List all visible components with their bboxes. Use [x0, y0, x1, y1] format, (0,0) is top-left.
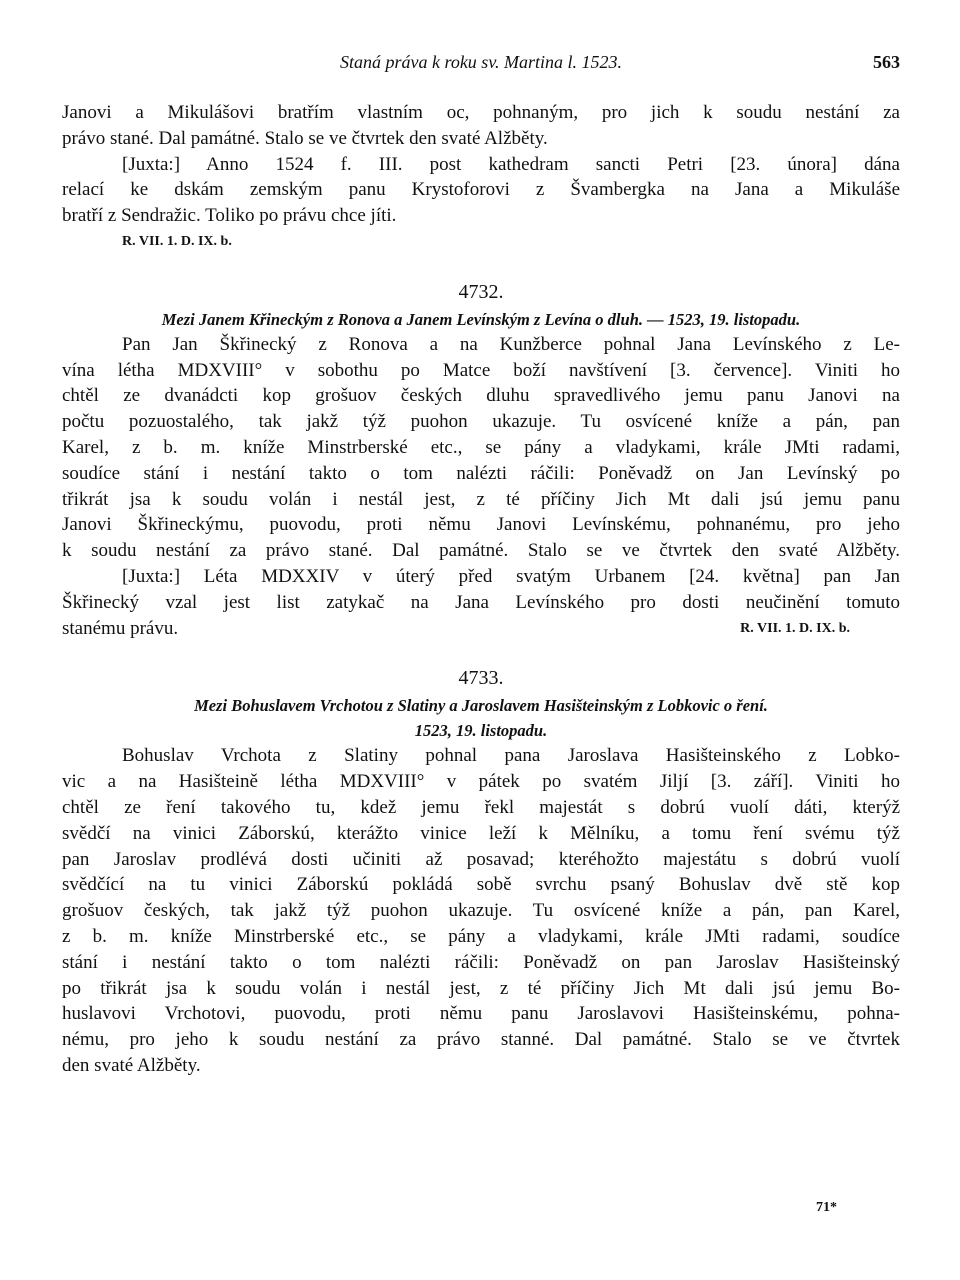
text-line: [Juxta:] Léta MDXXIV v úterý před svatým Urbanem [24. května] pan Jan — [122, 565, 900, 587]
text-line: třikrát jsa k soudu volán i nestál jest, z té příčiny Jich Mt dali jsú jemu panu — [62, 488, 900, 510]
entry-4733 — [62, 663, 900, 1078]
signature-mark: 71* — [816, 1200, 837, 1215]
text-line: po třikrát jsa k soudu volán i nestál jest, z té příčiny Jich Mt dali jsú jemu Bo- — [62, 977, 900, 999]
running-head — [62, 50, 900, 74]
entry-number: 4733. — [458, 667, 504, 690]
text-line: svědčí na vinici Záborskú, kterážto vinice leží k Mělníku, a tomu ření svému týž — [62, 822, 900, 844]
text-line: chtěl ze ření takového tu, kdež jemu řekl majestát s dobrú vuolí dáti, kterýž — [62, 796, 900, 818]
text-line: k soudu nestání za právo stané. Dal památné. Stalo se ve čtvrtek den svaté Alžběty. — [62, 540, 900, 562]
text-line: svědčící na tu vinici Záborskú pokládá sobě svrchu psaný Bohuslav dvě stě kop — [62, 874, 900, 896]
text-line: Janovi a Mikulášovi bratřím vlastním oc, pohnaným, pro jich k soudu nestání za — [62, 102, 900, 123]
text-line: právo stané. Dal památné. Stalo se ve čtvrtek den svaté Alžběty. — [62, 127, 548, 149]
text-line: huslavovi Vrchotovi, puovodu, proti němu panu Jaroslavovi Hasišteinskému, pohna- — [62, 1003, 900, 1025]
text-line: relací ke dskám zemským panu Krystoforovi z Švambergka na Jana a Mikuláše — [62, 179, 900, 201]
text-line: [Juxta:] Anno 1524 f. III. post kathedram sancti Petri [23. února] dána — [122, 153, 900, 175]
text-line: Pan Jan Škřinecký z Ronova a na Kunžberce pohnal Jana Levínského z Le- — [122, 333, 900, 355]
entry-heading: Mezi Janem Křineckým z Ronova a Janem Levínským z Levína o dluh. — 1523, 19. listopadu. — [161, 309, 801, 329]
text-line: Škřinecký vzal jest list zatykač na Jana Levínského pro dosti neučinění tomuto — [62, 591, 900, 613]
entry-4732 — [62, 277, 900, 642]
archive-signature: R. VII. 1. D. IX. b. — [740, 620, 850, 636]
entry-heading-date: 1523, 19. listopadu. — [414, 721, 548, 741]
entry-heading: Mezi Bohuslavem Vrchotou z Slatiny a Jaroslavem Hasišteinským z Lobkovic o ření. — [194, 696, 768, 716]
text-line: grošuov českých, tak jakž týž puohon ukazuje. Tu osvícené kníže a pán, pan Karel, — [62, 900, 900, 922]
text-line: vína létha MDXVIII° v sobothu po Matce boží navštívení [3. července]. Viniti ho — [62, 359, 900, 381]
closing-row — [62, 616, 900, 642]
text-line: stanému právu. — [62, 617, 179, 639]
text-line: nému, pro jeho k soudu nestání za právo stanné. Dal památné. Stalo se ve čtvrtek — [62, 1029, 900, 1051]
text-line: chtěl ze dvanádcti kop grošuov českých dluhu spravedlivého jemu panu Janovi na — [62, 385, 900, 407]
text-line: den svaté Alžběty. — [62, 1054, 201, 1076]
text-line: počtu pozuostalého, tak jakž týž puohon ukazuje. Tu osvícené kníže a pán, pan — [62, 411, 900, 433]
page-number: 563 — [873, 52, 900, 72]
intro-paragraph — [62, 100, 900, 255]
text-line: pan Jaroslav prodlévá dosti učiniti až posavad; kteréhožto majestátu s dobrú vuolí — [62, 848, 900, 870]
text-line: stání i nestání takto o tom nalézti ráčili: Poněvadž on pan Jaroslav Hasišteinský — [62, 951, 900, 973]
text-line: vic a na Hasišteině létha MDXVIII° v pátek po svatém Jiljí [3. září]. Viniti ho — [62, 771, 900, 793]
text-line: bratří z Sendražic. Toliko po právu chce jíti. — [62, 205, 397, 227]
text-line: Janovi Škřineckýmu, puovodu, proti němu Janovi Levínskému, pohnanému, pro jeho — [62, 514, 900, 536]
text-line: z b. m. kníže Minstrberské etc., se pány a vladykami, krále JMti radami, soudíce — [62, 925, 900, 947]
text-line: Karel, z b. m. kníže Minstrberské etc., se pány a vladykami, krále JMti radami, — [62, 436, 900, 458]
archive-signature: R. VII. 1. D. IX. b. — [122, 233, 232, 249]
entry-number: 4732. — [458, 280, 504, 303]
text-line: soudíce stání i nestání takto o tom nalézti ráčili: Poněvadž on Jan Levínský po — [62, 462, 900, 484]
running-head-title: Staná práva k roku sv. Martina l. 1523. — [340, 52, 622, 72]
body-text — [62, 100, 900, 1079]
text-line: Bohuslav Vrchota z Slatiny pohnal pana Jaroslava Hasišteinského z Lobko- — [122, 745, 900, 767]
